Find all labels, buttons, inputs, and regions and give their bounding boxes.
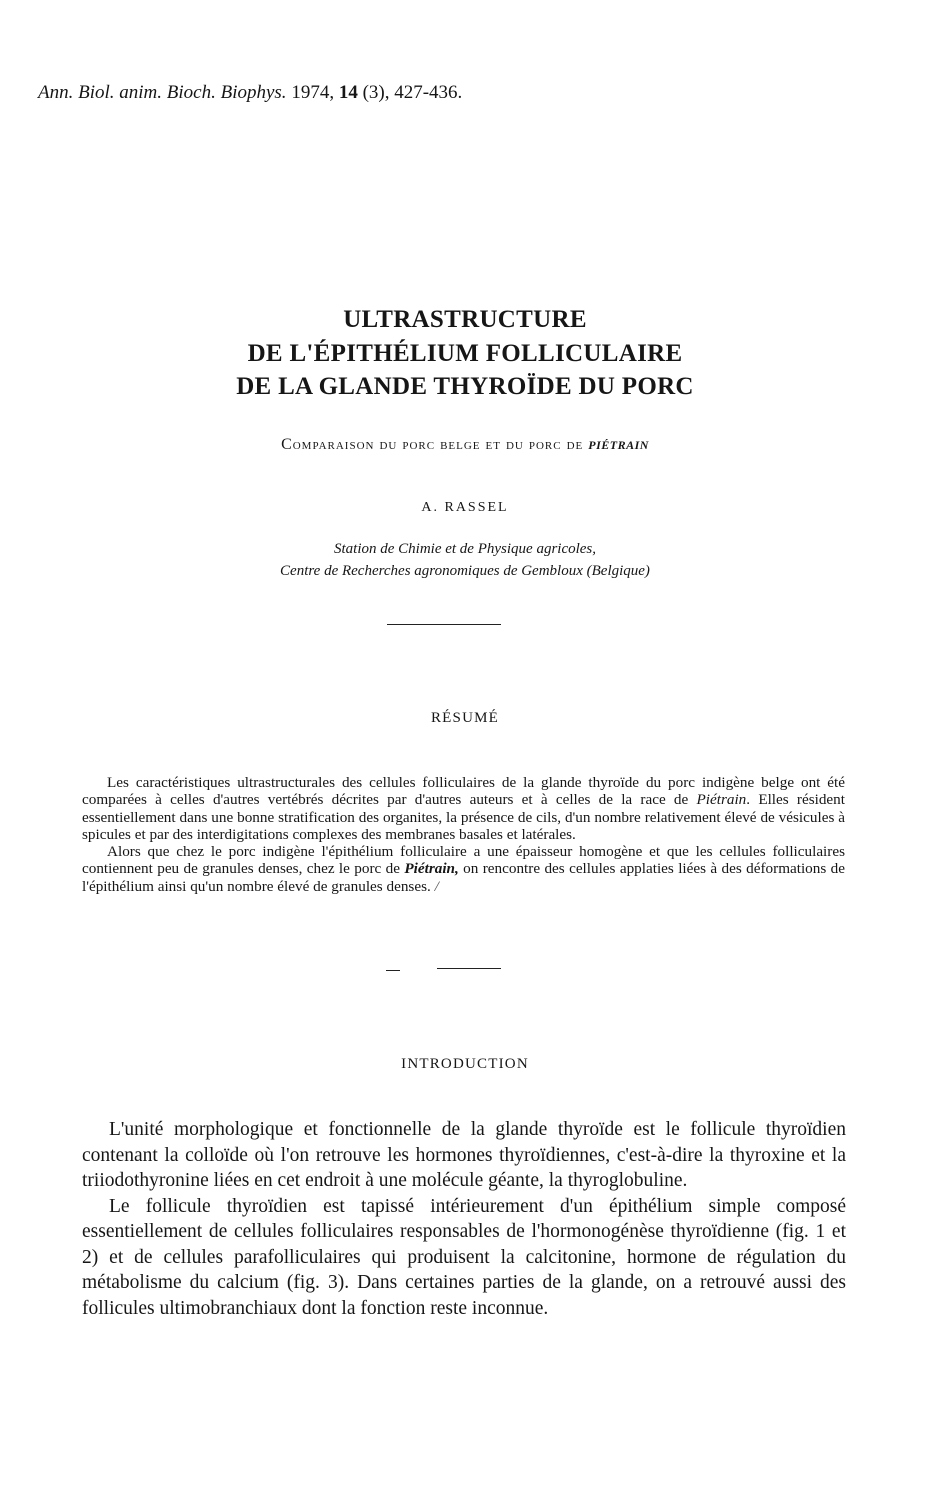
resume-body bbox=[82, 774, 845, 895]
resume-p2-text-a: Alors que chez le porc indigène l'épithélium folliculaire a une épaisseur homogène et que les cellules folliculaires contiennent peu de granules denses, chez le porc de bbox=[82, 843, 845, 878]
separator-rule bbox=[387, 624, 501, 625]
author: A. RASSEL bbox=[421, 500, 509, 515]
resume-paragraph-2 bbox=[82, 843, 845, 895]
introduction-body bbox=[82, 1117, 846, 1321]
subtitle-breed: PIÉTRAIN bbox=[588, 438, 649, 452]
resume-p1-text-a: Les caractéristiques ultrastructurales des cellules folliculaires de la glande thyroïde du porc indigène belge ont été comparées à celles d'autres vertébrés décrites par d'autres auteurs et à celles de la race de bbox=[82, 774, 845, 809]
separator-rule-2 bbox=[437, 968, 501, 969]
citation-year: 1974, bbox=[291, 82, 335, 103]
resume-paragraph-1 bbox=[82, 774, 845, 843]
citation-issue-pages: (3), 427-436. bbox=[362, 82, 463, 103]
introduction-paragraph-2: Le follicule thyroïdien est tapissé intérieurement d'un épithélium simple composé essentiellement de cellules folliculaires responsables de l'hormonogénèse thyroïdienne (fig. 1 et 2) et de cellules parafolliculaires qui produisent la calcitonine, hormone de régulation du métabolisme du calcium (fig. 3). Dans certaines parties de la glande, on a retrouvé aussi des follicules ultimobranchiaux dont la fonction reste inconnue. bbox=[82, 1195, 846, 1319]
citation bbox=[38, 82, 462, 104]
introduction-paragraph-1: L'unité morphologique et fonctionnelle de la glande thyroïde est le follicule thyroïdien contenant la colloïde où l'on retrouve les hormones thyroïdiennes, c'est-à-dire la thyroxine et la triiodothyronine liées en cet endroit à une molécule géante, la thyroglobuline. bbox=[82, 1119, 846, 1191]
resume-p2-italic: Piétrain, bbox=[404, 860, 459, 878]
title-line-3: DE LA GLANDE THYROÏDE DU PORC bbox=[236, 373, 694, 400]
citation-volume: 14 bbox=[338, 82, 358, 103]
subtitle-main: Comparaison du porc belge et du porc de bbox=[281, 436, 584, 453]
affiliation-line-2: Centre de Recherches agronomiques de Gembloux (Belgique) bbox=[280, 563, 650, 579]
handwritten-mark: / bbox=[434, 877, 439, 895]
title-line-1: ULTRASTRUCTURE bbox=[343, 306, 587, 333]
title-line-2: DE L'ÉPITHÉLIUM FOLLICULAIRE bbox=[247, 340, 683, 367]
resume-p1-italic: Piétrain bbox=[696, 791, 747, 809]
journal-name: Ann. Biol. anim. Bioch. Biophys. bbox=[38, 82, 287, 103]
affiliation-line-1: Station de Chimie et de Physique agricoles, bbox=[333, 541, 597, 557]
introduction-heading: INTRODUCTION bbox=[401, 1056, 529, 1072]
resume-p2-text-b: on rencontre des cellules applaties liées à des déformations de l'épithélium ainsi qu'un nombre élevé de granules denses. bbox=[82, 860, 845, 895]
separator-rule-2-fragment bbox=[386, 970, 400, 971]
subtitle bbox=[0, 436, 930, 454]
resume-heading: RÉSUMÉ bbox=[430, 710, 500, 726]
resume-p1-text-b: . Elles résident essentiellement dans une bonne stratification des organites, la présence de cils, d'un nombre relativement élevé de vésicules à spicules et par des interdigitations complexes des membranes basales et latérales. bbox=[82, 791, 845, 843]
